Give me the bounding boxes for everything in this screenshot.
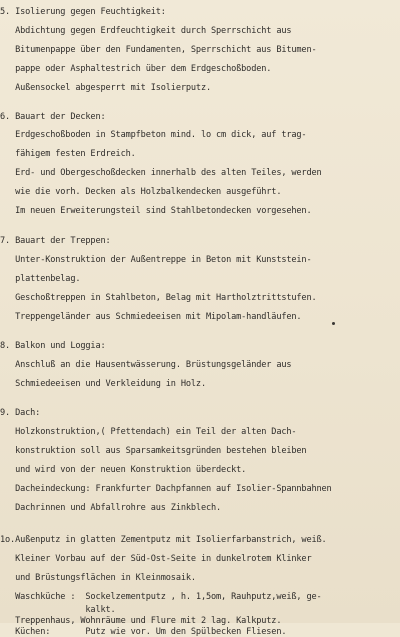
text-line: Küchen: Putz wie vor. Um den Spülbecken Fliesen. (0, 627, 287, 637)
text-line: Bitumenpappe über den Fundamenten, Sperrschicht aus Bitumen- (0, 45, 317, 55)
text-line: Im neuen Erweiterungsteil sind Stahlbetondecken vorgesehen. (0, 206, 312, 216)
section-5-heading: 5. Isolierung gegen Feuchtigkeit: (0, 7, 166, 17)
text-line: fähigem festen Erdreich. (0, 149, 136, 159)
text-line: Treppenhaus, Wohnräume und Flure mit 2 lag. Kalkputz. (0, 616, 282, 626)
text-line: Außensockel abgesperrt mit Isolierputz. (0, 83, 212, 93)
text-line: Erdgeschoßboden in Stampfbeton mind. lo cm dick, auf trag- (0, 130, 307, 140)
section-8-heading: 8. Balkon und Loggia: (0, 341, 106, 351)
text-line: Treppengeländer aus Schmiedeeisen mit Mipolam-handläufen. (0, 312, 302, 322)
section-6-heading: 6. Bauart der Decken: (0, 112, 106, 122)
text-line: kalkt. (0, 605, 116, 615)
text-line: und wird von der neuen Konstruktion überdeckt. (0, 465, 247, 475)
text-line: konstruktion soll aus Sparsamkeitsgründen bestehen bleiben (0, 446, 307, 456)
section-10-heading: 1o.Außenputz in glatten Zementputz mit Isolierfarbanstrich, weiß. (0, 535, 327, 545)
text-line: Geschoßtreppen in Stahlbeton, Belag mit Hartholztrittstufen. (0, 293, 317, 303)
text-line: Anschluß an die Hausentwässerung. Brüstungsgeländer aus (0, 360, 292, 370)
text-line: Dacheindeckung: Frankfurter Dachpfannen auf Isolier-Spannbahnen (0, 484, 332, 494)
text-line: pappe oder Asphaltestrich über dem Erdgeschoßboden. (0, 64, 272, 74)
text-line: Waschküche : Sockelzementputz , h. 1,5om, Rauhputz,weiß, ge- (0, 592, 322, 602)
ink-dot (332, 322, 335, 325)
text-line: Holzkonstruktion,( Pfettendach) ein Teil der alten Dach- (0, 427, 297, 437)
text-line: Schmiedeeisen und Verkleidung in Holz. (0, 379, 206, 389)
text-line: Erd- und Obergeschoßdecken innerhalb des alten Teiles, werden (0, 168, 322, 178)
text-line: Abdichtung gegen Erdfeuchtigkeit durch Sperrschicht aus (0, 26, 292, 36)
text-line: Kleiner Vorbau auf der Süd-Ost-Seite in dunkelrotem Klinker (0, 554, 312, 564)
section-9-heading: 9. Dach: (0, 408, 41, 418)
section-7-heading: 7. Bauart der Treppen: (0, 236, 111, 246)
text-line: Unter-Konstruktion der Außentreppe in Beton mit Kunststein- (0, 255, 312, 265)
text-line: Dachrinnen und Abfallrohre aus Zinkblech. (0, 503, 222, 513)
text-line: wie die vorh. Decken als Holzbalkendecken ausgeführt. (0, 187, 282, 197)
text-line: plattenbelag. (0, 274, 81, 284)
text-line: und Brüstungsflächen in Kleinmosaik. (0, 573, 196, 583)
